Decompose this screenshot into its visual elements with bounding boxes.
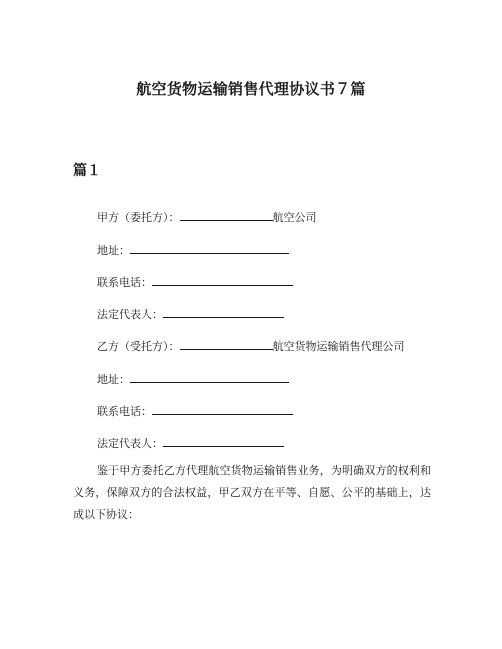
- party-b-label: 乙方（受托方）：: [97, 340, 180, 353]
- party-b-address-label: 地址：: [97, 373, 130, 386]
- party-b-phone-line: [97, 403, 293, 419]
- party-a-rep-line: [97, 306, 284, 322]
- document-title: 航空货物运输销售代理协议书７篇: [136, 80, 366, 98]
- party-b-name: 航空货物运输销售代理公司: [272, 340, 405, 353]
- party-a-phone-line: [97, 274, 293, 290]
- party-b-phone-blank: [152, 403, 293, 415]
- party-a-rep-label: 法定代表人：: [97, 308, 163, 321]
- party-a-blank: [180, 209, 273, 221]
- party-a-phone-blank: [152, 274, 293, 286]
- party-b-rep-line: [97, 435, 284, 451]
- party-b-address-blank: [130, 371, 289, 383]
- party-a-phone-label: 联系电话：: [97, 276, 152, 289]
- party-b-rep-blank: [163, 435, 284, 447]
- preamble-paragraph: 鉴于甲方委托乙方代理航空货物运输销售业务，为明确双方的权利和义务，保障双方的合法权益，甲乙双方在平等、自愿、公平的基础上，达成以下协议：: [73, 464, 431, 521]
- section-heading: 篇１: [73, 163, 101, 179]
- party-a-label: 甲方（委托方）：: [97, 211, 180, 224]
- party-b-blank: [180, 338, 273, 350]
- party-b-phone-label: 联系电话：: [97, 405, 152, 418]
- party-b-line: [97, 338, 405, 354]
- party-b-rep-label: 法定代表人：: [97, 437, 163, 450]
- party-b-address-line: [97, 371, 289, 387]
- party-a-address-line: [97, 242, 289, 258]
- party-a-address-label: 地址：: [97, 244, 130, 257]
- party-a-name: 航空公司: [272, 211, 317, 224]
- party-a-address-blank: [130, 242, 289, 254]
- party-a-line: [97, 209, 317, 225]
- party-a-rep-blank: [163, 306, 284, 318]
